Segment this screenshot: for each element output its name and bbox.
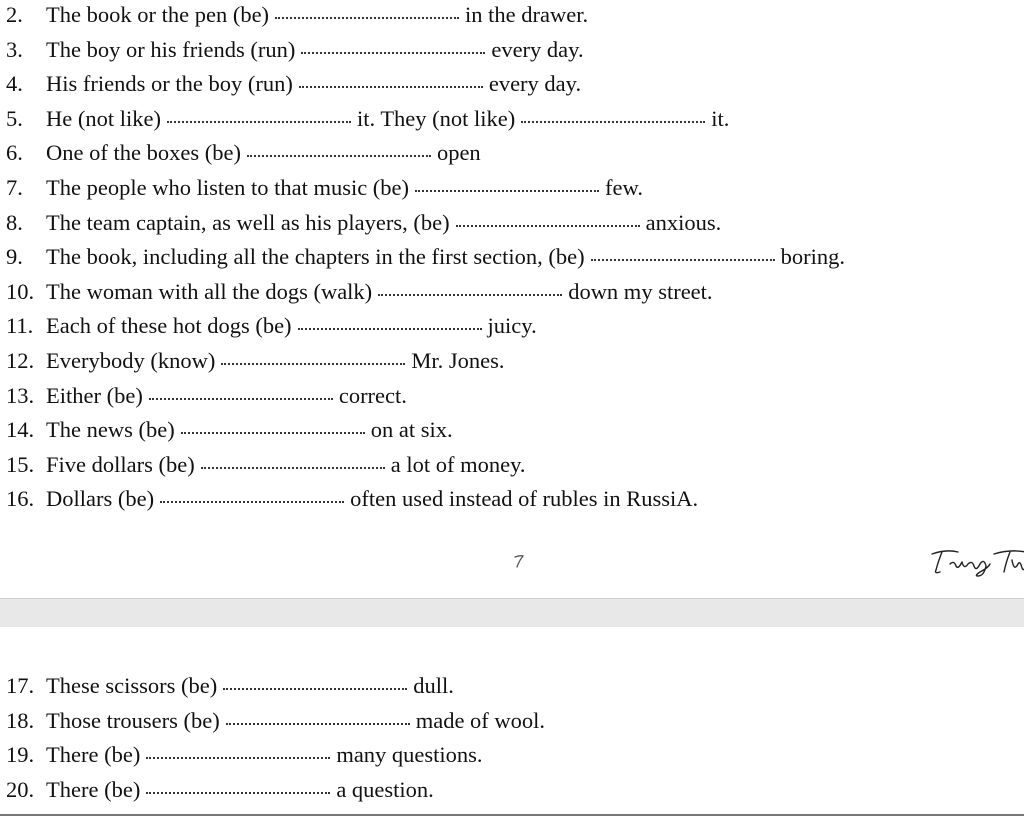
answer-blank[interactable] [146,791,330,794]
item-prompt: The team captain, as well as his players, (be) [46,209,450,235]
answer-blank[interactable] [226,722,410,725]
item-suffix: often used instead of rubles in RussiA. [350,486,699,512]
pen-mark-icon [512,552,526,570]
exercise-item-7 [0,171,1024,206]
page-break-gap [0,598,1024,628]
item-number: 10. [6,278,35,304]
item-number: 6. [6,140,23,166]
item-number: 7. [6,174,23,200]
answer-blank[interactable] [415,189,599,192]
item-prompt: His friends or the boy (run) [46,71,293,97]
exercise-item-12 [0,344,1024,379]
item-number: 19. [6,742,35,768]
item-prompt: The woman with all the dogs (walk) [46,278,373,304]
answer-blank-first[interactable] [167,120,351,123]
item-prompt: One of the boxes (be) [46,140,241,166]
item-suffix: on at six. [370,417,453,443]
item-number: 12. [6,347,35,373]
exercise-list-page-two [0,669,1024,807]
answer-blank[interactable] [299,85,483,88]
item-suffix: open [436,140,481,166]
item-prompt: The book, including all the chapters in the first section, (be) [46,244,585,270]
item-number: 5. [6,105,23,131]
exercise-item-18 [0,704,1024,739]
item-suffix: Mr. Jones. [411,347,505,373]
answer-blank[interactable] [247,154,431,157]
item-suffix: boring. [780,244,845,270]
item-number: 17. [6,673,35,698]
item-prompt: These scissors (be) [46,673,218,698]
item-number: 18. [6,707,35,733]
item-number: 8. [6,209,23,235]
item-prompt: He (not like) [46,105,161,131]
item-prompt: Everybody (know) [46,347,216,373]
item-number: 2. [6,2,23,27]
exercise-item-20 [0,773,1024,808]
answer-blank[interactable] [378,293,562,296]
item-suffix: in the drawer. [465,2,589,27]
answer-blank[interactable] [298,327,482,330]
answer-blank[interactable] [201,466,385,469]
exercise-item-11 [0,309,1024,344]
item-suffix: few. [605,174,643,200]
item-suffix: every day. [491,36,584,62]
answer-blank[interactable] [181,431,365,434]
exercise-item-2 [0,0,1024,33]
exercise-item-9 [0,240,1024,275]
item-suffix: every day. [488,71,582,97]
answer-blank[interactable] [591,258,775,261]
exercise-item-5 [0,102,1024,137]
item-number: 15. [6,451,35,477]
answer-blank[interactable] [160,500,344,503]
item-suffix: many questions. [336,742,483,768]
item-number: 11. [6,313,34,339]
item-prompt: Five dollars (be) [46,451,195,477]
item-prompt: The book or the pen (be) [46,2,270,27]
page-two [0,627,1024,819]
answer-blank[interactable] [275,16,459,19]
exercise-item-10 [0,275,1024,310]
item-suffix: anxious. [645,209,722,235]
item-middle: it. They (not like) [356,105,516,131]
item-suffix: a question. [336,776,434,802]
item-suffix: it. [711,105,730,131]
item-prompt: Those trousers (be) [46,707,220,733]
item-prompt: There (be) [46,742,141,768]
answer-blank[interactable] [146,756,330,759]
exercise-item-8 [0,206,1024,241]
item-number: 16. [6,486,35,512]
answer-blank[interactable] [221,362,405,365]
item-prompt: The people who listen to that music (be) [46,174,410,200]
item-number: 3. [6,36,23,62]
item-number: 20. [6,776,35,802]
item-suffix: juicy. [487,313,537,339]
exercise-item-13 [0,379,1024,414]
handwritten-signature [928,546,1024,578]
exercise-item-19 [0,738,1024,773]
exercise-item-17 [0,669,1024,704]
item-prompt: Each of these hot dogs (be) [46,313,292,339]
item-prompt: Either (be) [46,382,143,408]
answer-blank[interactable] [149,397,333,400]
answer-blank[interactable] [223,687,407,690]
exercise-item-3 [0,33,1024,68]
item-suffix: made of wool. [415,707,546,733]
item-suffix: a lot of money. [390,451,526,477]
item-number: 14. [6,417,35,443]
exercise-item-6 [0,136,1024,171]
answer-blank[interactable] [301,51,485,54]
exercise-item-16 [0,482,1024,517]
item-number: 9. [6,244,23,270]
exercise-item-14 [0,413,1024,448]
bottom-rule [0,814,1024,816]
item-number: 13. [6,382,35,408]
exercise-item-4 [0,67,1024,102]
item-prompt: The news (be) [46,417,175,443]
item-suffix: dull. [413,673,454,698]
item-number: 4. [6,71,23,97]
exercise-item-15 [0,448,1024,483]
item-suffix: correct. [338,382,407,408]
item-prompt: Dollars (be) [46,486,155,512]
item-prompt: The boy or his friends (run) [46,36,296,62]
item-prompt: There (be) [46,776,141,802]
answer-blank-second[interactable] [521,120,705,123]
item-suffix: down my street. [568,278,713,304]
answer-blank[interactable] [456,224,640,227]
